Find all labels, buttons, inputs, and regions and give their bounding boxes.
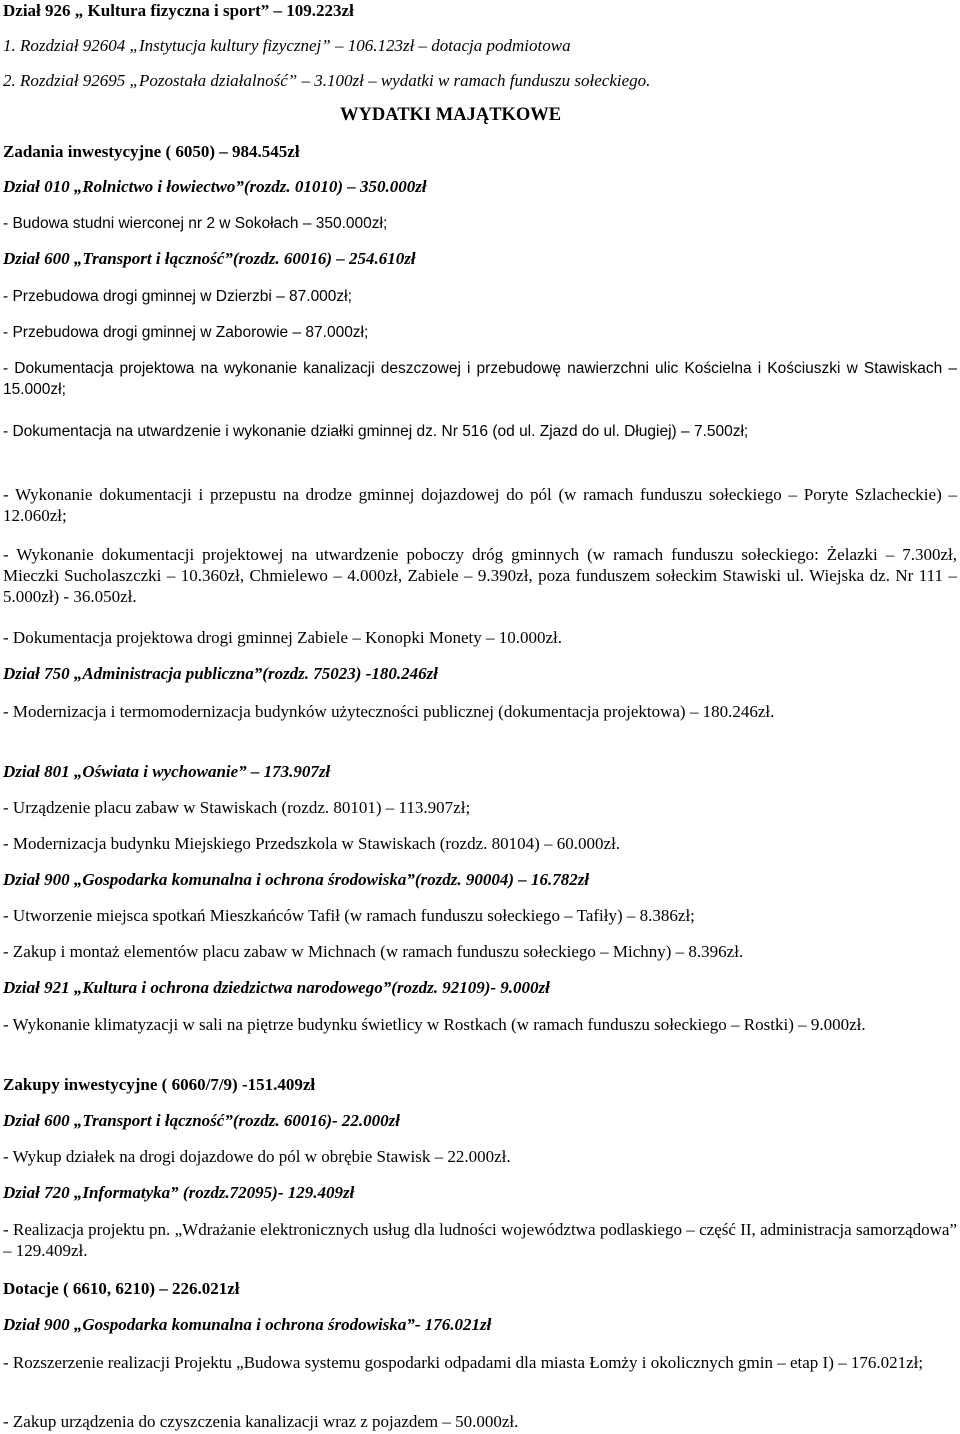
section-heading-dzial-926: Dział 926 „ Kultura fizyczna i sport” – 109.223zł	[3, 1, 354, 20]
item-dokumentacja-poboczy: - Wykonanie dokumentacji projektowej na utwardzenie poboczy dróg gminnych (w ramach funduszu sołeckiego: Żelazki – 7.300zł, Mieczki Sucholaszczki – 10.360zł, Chmielewo – 4.000zł, Zabiele – 9.390zł, poza funduszem sołeckim Stawiski ul. Wiejska dz. Nr 111 – 5.000zł) - 36.050zł.	[3, 545, 957, 606]
heading-dzial-010: Dział 010 „Rolnictwo i łowiectwo”(rozdz. 01010) – 350.000zł	[3, 177, 427, 196]
heading-dzial-921: Dział 921 „Kultura i ochrona dziedzictwa narodowego”(rozdz. 92109)- 9.000zł	[3, 978, 550, 997]
item-rozdzial-92604: 1. Rozdział 92604 „Instytucja kultury fizycznej” – 106.123zł – dotacja podmiotowa	[3, 36, 571, 55]
heading-dzial-900-a: Dział 900 „Gospodarka komunalna i ochrona środowiska”(rozdz. 90004) – 16.782zł	[3, 870, 590, 889]
heading-zadania-inwestycyjne: Zadania inwestycyjne ( 6050) – 984.545zł	[3, 142, 300, 161]
item-rozszerzenie-projektu: - Rozszerzenie realizacji Projektu „Budowa systemu gospodarki odpadami dla miasta Łomży i okolicznych gmin – etap I) – 176.021zł;	[3, 1353, 924, 1372]
heading-dzial-600-zakupy: Dział 600 „Transport i łączność”(rozdz. 60016)- 22.000zł	[3, 1111, 401, 1130]
item-dokumentacja-kanalizacji: - Dokumentacja projektowa na wykonanie kanalizacji deszczowej i przebudowę nawierzchni ulic Kościelna i Kościuszki w Stawiskach – 15.000zł;	[3, 360, 957, 398]
item-plac-zabaw-michny: - Zakup i montaż elementów placu zabaw w Michnach (w ramach funduszu sołeckiego – Michny) – 8.396zł.	[3, 942, 744, 961]
item-klimatyzacja-rostki: - Wykonanie klimatyzacji w sali na piętrze budynku świetlicy w Rostkach (w ramach funduszu sołeckiego – Rostki) – 9.000zł.	[3, 1015, 866, 1034]
item-realizacja-projektu: - Realizacja projektu pn. „Wdrażanie elektronicznych usług dla ludności województwa podlaskiego – część II, administracja samorządowa” – 129.409zł.	[3, 1220, 957, 1260]
heading-zakupy-inwestycyjne: Zakupy inwestycyjne ( 6060/7/9) -151.409zł	[3, 1075, 316, 1094]
heading-dzial-720: Dział 720 „Informatyka” (rozdz.72095)- 129.409zł	[3, 1183, 355, 1202]
item-wykup-dzialek: - Wykup działek na drogi dojazdowe do pól w obrębie Stawisk – 22.000zł.	[3, 1147, 511, 1166]
item-plac-zabaw-stawiski: - Urządzenie placu zabaw w Stawiskach (rozdz. 80101) – 113.907zł;	[3, 798, 471, 817]
item-modernizacja-termomodernizacja: - Modernizacja i termomodernizacja budynków użyteczności publicznej (dokumentacja projektowa) – 180.246zł.	[3, 702, 775, 721]
heading-dzial-600: Dział 600 „Transport i łączność”(rozdz. 60016) – 254.610zł	[3, 249, 416, 268]
item-modernizacja-przedszkola: - Modernizacja budynku Miejskiego Przedszkola w Stawiskach (rozdz. 80104) – 60.000zł.	[3, 834, 621, 853]
item-budowa-studni: - Budowa studni wierconej nr 2 w Sokołach – 350.000zł;	[3, 215, 388, 232]
heading-dzial-900-b: Dział 900 „Gospodarka komunalna i ochrona środowiska”- 176.021zł	[3, 1315, 492, 1334]
item-dokumentacja-dzialki: - Dokumentacja na utwardzenie i wykonanie działki gminnej dz. Nr 516 (od ul. Zjazd do ul. Długiej) – 7.500zł;	[3, 423, 749, 440]
heading-dotacje: Dotacje ( 6610, 6210) – 226.021zł	[3, 1279, 240, 1298]
item-dokumentacja-zabiele: - Dokumentacja projektowa drogi gminnej Zabiele – Konopki Monety – 10.000zł.	[3, 628, 562, 647]
item-dokumentacja-przepustu: - Wykonanie dokumentacji i przepustu na drodze gminnej dojazdowej do pól (w ramach funduszu sołeckiego – Poryte Szlacheckie) – 12.060zł;	[3, 485, 957, 525]
heading-dzial-801: Dział 801 „Oświata i wychowanie” – 173.907zł	[3, 762, 331, 781]
item-przebudowa-dzierzbi: - Przebudowa drogi gminnej w Dzierzbi – 87.000zł;	[3, 288, 352, 305]
item-zakup-urzadzenia: - Zakup urządzenia do czyszczenia kanalizacji wraz z pojazdem – 50.000zł.	[3, 1412, 519, 1431]
item-miejsce-spotkan-tafily: - Utworzenie miejsca spotkań Mieszkańców Tafił (w ramach funduszu sołeckiego – Tafiły) – 8.386zł;	[3, 906, 695, 925]
heading-dzial-750: Dział 750 „Administracja publiczna”(rozdz. 75023) -180.246zł	[3, 664, 438, 683]
item-rozdzial-92695: 2. Rozdział 92695 „Pozostała działalność” – 3.100zł – wydatki w ramach funduszu sołeckiego.	[3, 71, 651, 90]
heading-wydatki-majatkowe: WYDATKI MAJĄTKOWE	[340, 105, 562, 125]
item-przebudowa-zaborowie: - Przebudowa drogi gminnej w Zaborowie – 87.000zł;	[3, 324, 369, 341]
